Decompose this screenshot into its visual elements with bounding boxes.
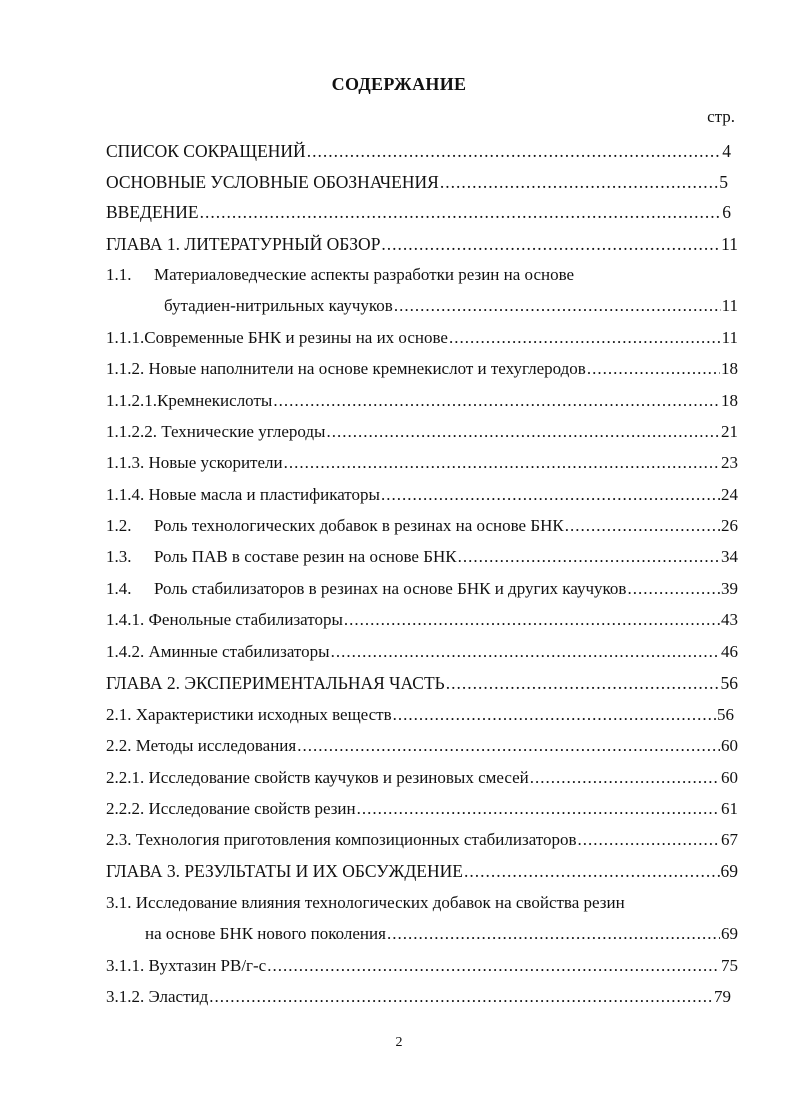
- toc-entry-page: 23: [721, 453, 738, 472]
- toc-entry[interactable]: [106, 798, 738, 820]
- toc-entry[interactable]: [106, 672, 738, 694]
- toc-entry-text: 3.1. Исследование влияния технологических добавок на свойства резин: [106, 893, 625, 912]
- page-column-label: стр.: [707, 107, 735, 126]
- leader-dots: [200, 201, 722, 223]
- toc-entry-text: 1.1.1.Современные БНК и резины на их основе: [106, 328, 448, 347]
- toc-entry[interactable]: [106, 609, 738, 631]
- toc-entry-text: Роль технологических добавок в резинах на основе БНК: [154, 516, 564, 535]
- toc-entry[interactable]: [106, 484, 738, 506]
- leader-dots: [326, 421, 720, 443]
- toc-entry[interactable]: [106, 546, 738, 568]
- toc-entry-text: 1.4.1. Фенольные стабилизаторы: [106, 610, 343, 629]
- toc-entry-number: 1.4.: [106, 579, 132, 598]
- toc-entry[interactable]: [106, 452, 738, 474]
- toc-entry[interactable]: [106, 171, 728, 193]
- toc-entry-page: 60: [721, 736, 738, 755]
- toc-entry-text: 1.1.2. Новые наполнители на основе кремнекислот и техуглеродов: [106, 359, 586, 378]
- toc-entry-text: ОСНОВНЫЕ УСЛОВНЫЕ ОБОЗНАЧЕНИЯ: [106, 172, 439, 192]
- leader-dots: [440, 171, 718, 193]
- toc-entry-page: 11: [721, 296, 738, 315]
- toc-entry[interactable]: [106, 860, 738, 882]
- toc-entry[interactable]: [106, 578, 738, 600]
- toc-entry[interactable]: [106, 767, 738, 789]
- toc-entry-page: 34: [721, 547, 738, 566]
- leader-dots: [393, 704, 716, 726]
- leader-dots: [530, 767, 720, 789]
- leader-dots: [267, 955, 720, 977]
- toc-entry[interactable]: [106, 955, 738, 977]
- toc-entry-number: 1.2.: [106, 516, 132, 535]
- toc-entry[interactable]: [106, 641, 738, 663]
- toc-entry-number: 1.3.: [106, 547, 132, 566]
- toc-entry[interactable]: [106, 140, 731, 162]
- leader-dots: [449, 327, 721, 349]
- toc-entry-text: Материаловедческие аспекты разработки резин на основе: [154, 265, 575, 284]
- leader-dots: [209, 986, 713, 1008]
- leader-dots: [387, 923, 720, 945]
- toc-entry-text: ГЛАВА 1. ЛИТЕРАТУРНЫЙ ОБЗОР: [106, 234, 381, 254]
- toc-entry-page: 24: [721, 485, 738, 504]
- toc-entry[interactable]: [106, 735, 738, 757]
- toc-entry-text: 1.1.2.2. Технические углероды: [106, 422, 326, 441]
- toc-entry[interactable]: [106, 264, 574, 286]
- toc-entry-text: 1.1.3. Новые ускорители: [106, 453, 283, 472]
- toc-entry-page: 56: [717, 705, 734, 724]
- toc-entry-page: 26: [721, 516, 738, 535]
- leader-dots: [464, 860, 720, 882]
- toc-entry[interactable]: [106, 327, 738, 349]
- leader-dots: [458, 546, 720, 568]
- toc-entry-page: 11: [721, 234, 738, 254]
- page-number: 2: [395, 1035, 403, 1050]
- leader-dots: [344, 609, 720, 631]
- leader-dots: [331, 641, 720, 663]
- toc-entry-text: 2.2. Методы исследования: [106, 736, 297, 755]
- toc-entry[interactable]: [164, 295, 738, 317]
- toc-entry-text: 1.1.4. Новые масла и пластификаторы: [106, 485, 380, 504]
- leader-dots: [297, 735, 720, 757]
- toc-entry[interactable]: [106, 233, 738, 255]
- toc-entry[interactable]: [145, 923, 738, 945]
- toc-entry-page: 56: [720, 673, 738, 693]
- toc-entry-text: 2.2.1. Исследование свойств каучуков и резиновых смесей: [106, 768, 529, 787]
- toc-entry-page: 69: [720, 861, 738, 881]
- toc-entry-page: 79: [714, 987, 731, 1006]
- toc-entry-page: 6: [722, 202, 731, 222]
- leader-dots: [394, 295, 721, 317]
- page-title: СОДЕРЖАНИЕ: [331, 74, 467, 94]
- leader-dots: [307, 140, 722, 162]
- toc-entry-page: 60: [721, 768, 738, 787]
- toc-entry[interactable]: [106, 829, 738, 851]
- toc-entry-page: 5: [719, 172, 728, 192]
- toc-entry-page: 18: [721, 391, 738, 410]
- leader-dots: [565, 515, 720, 537]
- toc-entry-page: 39: [721, 579, 738, 598]
- leader-dots: [587, 358, 720, 380]
- toc-entry[interactable]: [106, 201, 731, 223]
- toc-entry-page: 21: [721, 422, 738, 441]
- toc-entry-page: 75: [721, 956, 738, 975]
- toc-entry[interactable]: [106, 986, 731, 1008]
- toc-entry-text: 3.1.1. Вухтазин РВ/г-с: [106, 956, 267, 975]
- toc-entry-text: 3.1.2. Эластид: [106, 987, 209, 1006]
- toc-entry[interactable]: [106, 390, 738, 412]
- leader-dots: [357, 798, 720, 820]
- toc-entry-text: Роль стабилизаторов в резинах на основе БНК и других каучуков: [154, 579, 627, 598]
- toc-entry[interactable]: [106, 515, 738, 537]
- toc-entry-page: 61: [721, 799, 738, 818]
- toc-entry[interactable]: [106, 421, 738, 443]
- toc-entry-page: 4: [722, 141, 731, 161]
- toc-entry-number: 1.1.: [106, 265, 132, 284]
- toc-entry-text: на основе БНК нового поколения: [145, 924, 386, 943]
- toc-entry-text: бутадиен-нитрильных каучуков: [164, 296, 393, 315]
- leader-dots: [446, 672, 720, 694]
- toc-entry-text: ВВЕДЕНИЕ: [106, 202, 199, 222]
- leader-dots: [381, 484, 720, 506]
- leader-dots: [578, 829, 720, 851]
- toc-entry-page: 69: [721, 924, 738, 943]
- toc-entry[interactable]: [106, 358, 738, 380]
- toc-entry-page: 43: [721, 610, 738, 629]
- toc-entry-text: 2.2.2. Исследование свойств резин: [106, 799, 356, 818]
- toc-entry-page: 46: [721, 642, 738, 661]
- toc-entry-text: 2.1. Характеристики исходных веществ: [106, 705, 392, 724]
- toc-entry-text: ГЛАВА 2. ЭКСПЕРИМЕНТАЛЬНАЯ ЧАСТЬ: [106, 673, 445, 693]
- toc-entry-text: 1.1.2.1.Кремнекислоты: [106, 391, 273, 410]
- toc-entry-text: Роль ПАВ в составе резин на основе БНК: [154, 547, 457, 566]
- toc-entry-text: 2.3. Технология приготовления композиционных стабилизаторов: [106, 830, 577, 849]
- leader-dots: [284, 452, 720, 474]
- toc-entry-page: 67: [721, 830, 738, 849]
- toc-entry-page: 11: [721, 328, 738, 347]
- toc-entry-text: СПИСОК СОКРАЩЕНИЙ: [106, 141, 306, 161]
- leader-dots: [273, 390, 720, 412]
- toc-entry-page: 18: [721, 359, 738, 378]
- toc-entry-text: ГЛАВА 3. РЕЗУЛЬТАТЫ И ИХ ОБСУЖДЕНИЕ: [106, 861, 463, 881]
- toc-entry[interactable]: [106, 704, 734, 726]
- toc-entry-text: 1.4.2. Аминные стабилизаторы: [106, 642, 330, 661]
- toc-entry[interactable]: [106, 892, 625, 914]
- leader-dots: [381, 233, 720, 255]
- leader-dots: [627, 578, 720, 600]
